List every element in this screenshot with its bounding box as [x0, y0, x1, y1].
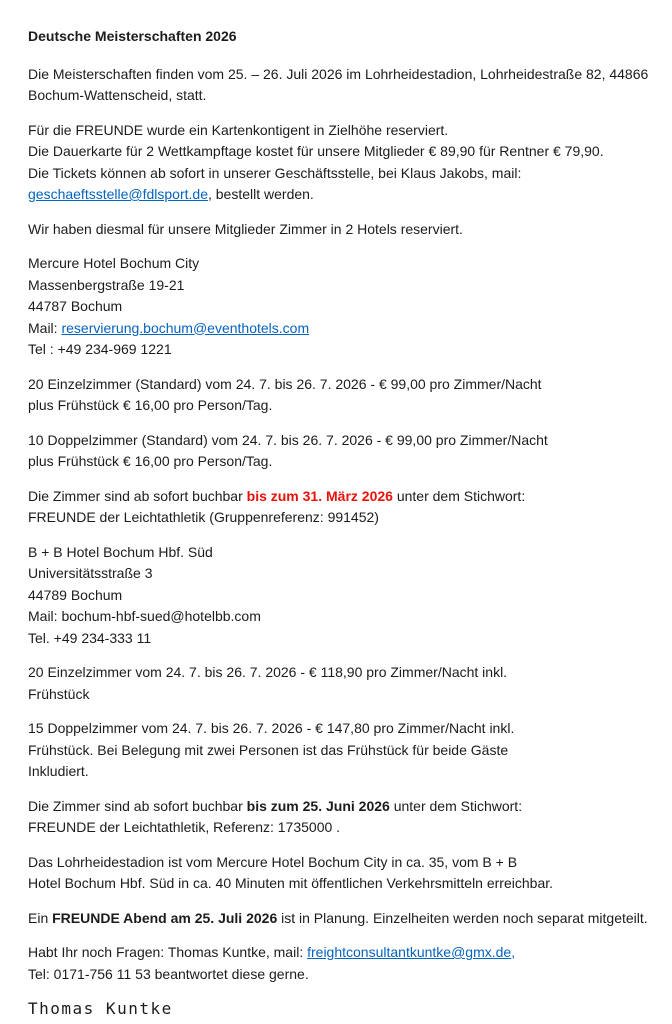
paragraph-bb-single-rooms: [28, 662, 666, 705]
mercure-single-line-2: plus Frühstück € 16,00 pro Person/Tag.: [28, 397, 273, 413]
bb-booking-reference: FREUNDE der Leichtathletik, Referenz: 1735000 .: [28, 819, 341, 835]
contact-line-2: Tel: 0171-756 11 53 beantwortet diese gerne.: [28, 965, 309, 982]
paragraph-title: [28, 26, 666, 48]
mercure-single-line-1: 20 Einzelzimmer (Standard) vom 24. 7. bis 26. 7. 2026 - € 99,00 pro Zimmer/Nacht: [28, 375, 542, 392]
paragraph-contact: [28, 942, 666, 985]
contact-line-1-after: ,: [511, 944, 516, 960]
bb-booking-before: Die Zimmer sind ab sofort buchbar: [28, 797, 247, 814]
contact-line-1-before: Habt Ihr noch Fragen: Thomas Kuntke, mail:: [28, 944, 308, 960]
mercure-booking-after: unter dem Stichwort:: [392, 487, 526, 504]
document-title: Deutsche Meisterschaften 2026: [28, 28, 237, 44]
tickets-line-1: Für die FREUNDE wurde ein Kartenkontigent in Zielhöhe reserviert.: [28, 121, 449, 138]
mercure-double-line-2: plus Frühstück € 16,00 pro Person/Tag.: [28, 453, 273, 469]
mercure-mail-line: [28, 318, 666, 340]
mercure-city: 44787 Bochum: [28, 298, 123, 314]
paragraph-bb-booking: [28, 796, 666, 839]
mercure-booking-reference: FREUNDE der Leichtathletik (Gruppenreferenz: 991452): [28, 509, 379, 525]
signature: Thomas Kuntke: [28, 999, 173, 1018]
paragraph-mercure-double-rooms: [28, 430, 666, 473]
bb-hotel-name: B + B Hotel Bochum Hbf. Süd: [28, 543, 213, 560]
bb-tel: Tel. +49 234-333 11: [28, 629, 152, 646]
tickets-line-4-after: , bestellt werden.: [207, 186, 314, 202]
bb-single-line-2: Frühstück: [28, 685, 90, 702]
email-link-mercure-reservierung[interactable]: reservierung.bochum@eventhotels.com: [61, 319, 310, 336]
evening-after: ist in Planung. Einzelheiten werden noch separat mitgeteilt.: [277, 909, 648, 926]
mercure-booking-deadline: bis zum 31. März 2026: [246, 487, 393, 504]
mercure-hotel-name: Mercure Hotel Bochum City: [28, 255, 200, 271]
paragraph-mercure-single-rooms: [28, 374, 666, 417]
bb-double-line-3: Inkludiert.: [28, 763, 89, 779]
bb-double-line-1: 15 Doppelzimmer vom 24. 7. bis 26. 7. 2026 - € 147,80 pro Zimmer/Nacht inkl.: [28, 720, 515, 736]
paragraph-bb-address: [28, 542, 666, 650]
distance-line-2: Hotel Bochum Hbf. Süd in ca. 40 Minuten mit öffentlichen Verkehrsmitteln erreichbar.: [28, 875, 554, 891]
bb-city: 44789 Bochum: [28, 586, 123, 603]
bb-double-line-2: Frühstück. Bei Belegung mit zwei Personen ist das Frühstück für beide Gäste: [28, 741, 509, 758]
tickets-line-3: Die Tickets können ab sofort in unserer Geschäftsstelle, bei Klaus Jakobs, mail:: [28, 164, 522, 181]
mercure-mail-label: Mail:: [28, 319, 62, 336]
paragraph-bb-double-rooms: [28, 718, 666, 783]
bb-mail: Mail: bochum-hbf-sued@hotelbb.com: [28, 608, 261, 624]
email-link-freightconsultantkuntke[interactable]: freightconsultantkuntke@gmx.de: [307, 944, 512, 960]
freunde-evening-line: [28, 908, 666, 930]
paragraph-freunde-evening: [28, 908, 666, 930]
mercure-street: Massenbergstraße 19-21: [28, 276, 185, 293]
event-info-line-2: Bochum-Wattenscheid, statt.: [28, 87, 207, 103]
mercure-tel: Tel : +49 234-969 1221: [28, 341, 172, 357]
bb-booking-deadline: bis zum 25. Juni 2026: [246, 797, 390, 814]
paragraph-hotels-intro: [28, 219, 666, 241]
mercure-booking-before: Die Zimmer sind ab sofort buchbar: [28, 487, 247, 504]
paragraph-mercure-booking: [28, 486, 666, 529]
evening-before: Ein: [28, 909, 53, 926]
email-link-geschaeftsstelle[interactable]: geschaeftsstelle@fdlsport.de: [28, 186, 208, 202]
contact-line-1: [28, 942, 666, 964]
bb-single-line-1: 20 Einzelzimmer vom 24. 7. bis 26. 7. 2026 - € 118,90 pro Zimmer/Nacht inkl.: [28, 664, 508, 680]
distance-line-1: Das Lohrheidestadion ist vom Mercure Hotel Bochum City in ca. 35, vom B + B: [28, 853, 518, 870]
paragraph-distance: [28, 852, 666, 895]
tickets-line-2: Die Dauerkarte für 2 Wettkampftage kostet für unsere Mitglieder € 89,90 für Rentner € 79,90.: [28, 143, 604, 159]
event-info-line-1: Die Meisterschaften finden vom 25. – 26. Juli 2026 im Lohrheidestadion, Lohrheidestraße 82, 44866: [28, 65, 649, 82]
hotels-intro-line: Wir haben diesmal für unsere Mitglieder Zimmer in 2 Hotels reserviert.: [28, 220, 463, 237]
bb-street: Universitätsstraße 3: [28, 565, 153, 581]
mercure-double-line-1: 10 Doppelzimmer (Standard) vom 24. 7. bis 26. 7. 2026 - € 99,00 pro Zimmer/Nacht: [28, 431, 548, 448]
evening-bold: FREUNDE Abend am 25. Juli 2026: [52, 909, 278, 926]
bb-booking-line: [28, 796, 666, 818]
tickets-line-4: [28, 184, 666, 206]
paragraph-event-info: [28, 64, 666, 107]
paragraph-tickets: [28, 120, 666, 206]
mercure-booking-line: [28, 486, 666, 508]
paragraph-mercure-address: [28, 253, 666, 361]
bb-booking-after: unter dem Stichwort:: [389, 797, 523, 814]
